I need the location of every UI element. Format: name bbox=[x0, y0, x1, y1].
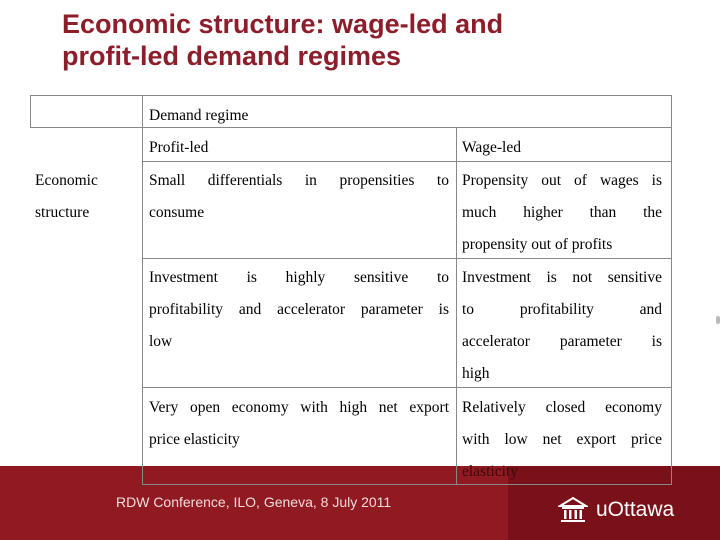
table-divider-regime-col bbox=[456, 128, 457, 484]
r2-profit-line-1: Investment is highly sensitive to bbox=[149, 269, 449, 286]
table-border-bottom bbox=[142, 484, 672, 485]
uottawa-logo-text: uOttawa bbox=[596, 498, 675, 521]
r1-profit-line-1: Small differentials in propensities to bbox=[149, 172, 449, 189]
r2-profit-line-3: low bbox=[149, 333, 173, 350]
table-divider-row-3 bbox=[142, 387, 672, 388]
r1-profit-line-2: consume bbox=[149, 204, 205, 221]
r3-wage-line-3: elasticity bbox=[462, 463, 518, 480]
r2-wage-line-3: accelerator parameter is bbox=[462, 333, 662, 350]
r1-wage-line-3: propensity out of profits bbox=[462, 236, 613, 253]
r1-wage-line-1: Propensity out of wages is bbox=[462, 172, 662, 189]
r2-profit-line-2: profitability and accelerator parameter is bbox=[149, 301, 449, 318]
table-border-right bbox=[671, 95, 672, 484]
r2-wage-line-1: Investment is not sensitive bbox=[462, 269, 662, 286]
slide-title-line-1: Economic structure: wage-led and bbox=[62, 9, 504, 39]
r3-wage-line-1: Relatively closed economy bbox=[462, 399, 662, 416]
footer-conference-text: RDW Conference, ILO, Geneva, 8 July 2011 bbox=[116, 494, 392, 510]
table-divider-header bbox=[30, 127, 672, 128]
r3-profit-line-2: price elasticity bbox=[149, 431, 240, 448]
r3-profit-line-1: Very open economy with high net export bbox=[149, 399, 449, 416]
edge-marker bbox=[716, 316, 720, 324]
row-label-economic: Economic bbox=[35, 172, 98, 189]
table-border-top bbox=[30, 95, 672, 96]
row-label-structure: structure bbox=[35, 204, 90, 221]
r3-wage-line-2: with low net export price bbox=[462, 431, 662, 448]
slide-title-line-2: profit-led demand regimes bbox=[62, 41, 402, 71]
table-divider-label-col bbox=[142, 95, 143, 484]
r2-wage-line-4: high bbox=[462, 365, 490, 382]
table-divider-row-1 bbox=[142, 161, 672, 162]
column-header-wage-led: Wage-led bbox=[462, 139, 521, 156]
r1-wage-line-2: much higher than the bbox=[462, 204, 662, 221]
r2-wage-line-2: to profitability and bbox=[462, 301, 662, 318]
column-header-profit-led: Profit-led bbox=[149, 139, 209, 156]
header-demand-regime: Demand regime bbox=[149, 107, 249, 124]
table-border-left bbox=[30, 95, 31, 127]
